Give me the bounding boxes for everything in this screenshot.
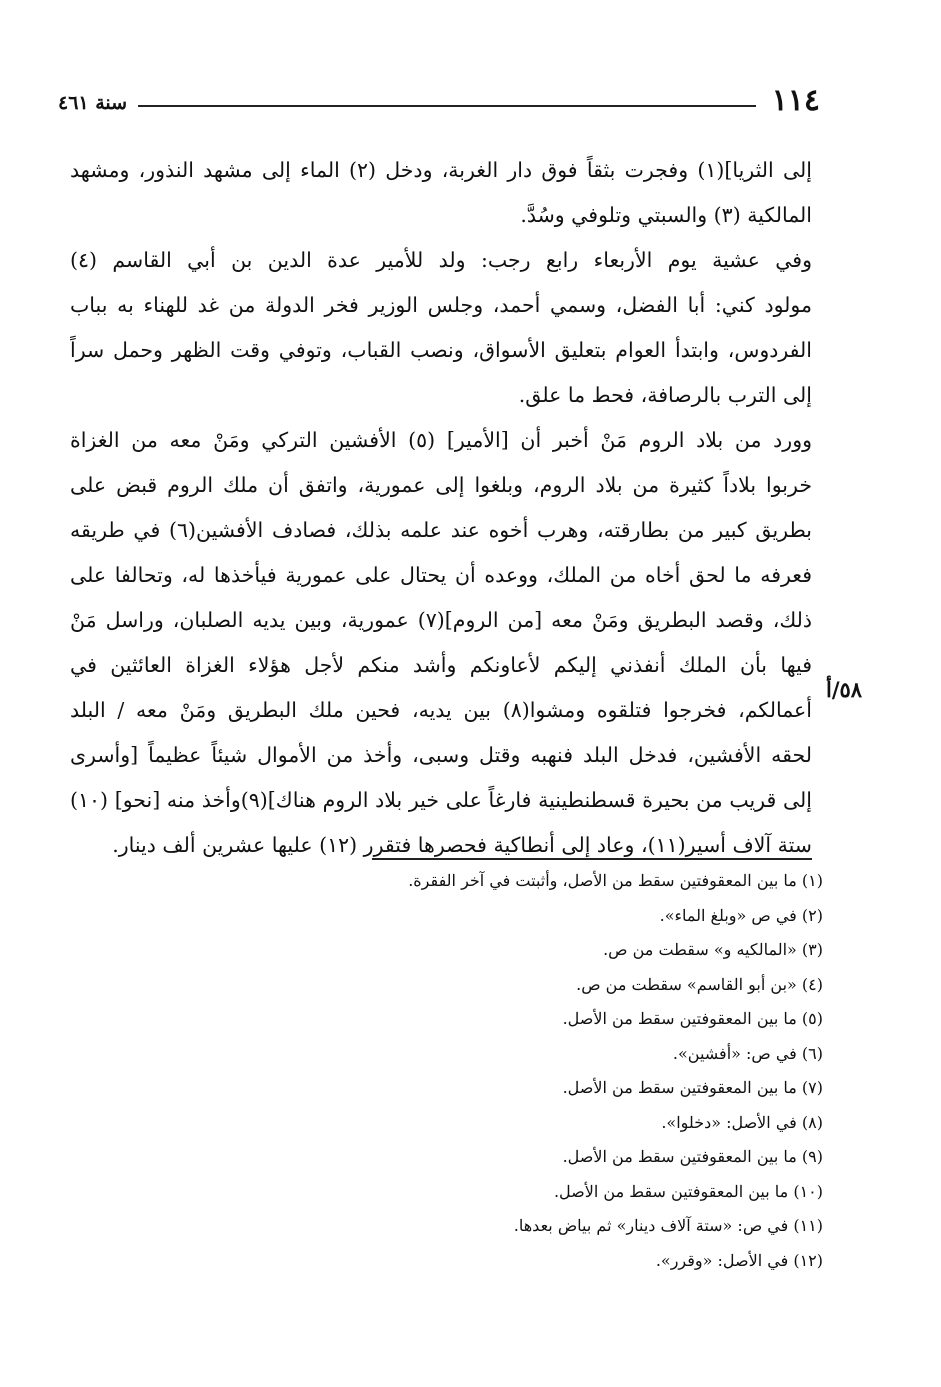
text-line: بطريق كبير من بطارقته، وهرب أخوه عند علمه بذلك، فصادف الأفشين(٦) في طريقه: [70, 518, 812, 542]
footnote: (٤) «بن أبو القاسم» سقطت من ص.: [576, 974, 823, 994]
text-line: ستة آلاف أسير(١١)، وعاد إلى أنطاكية فحصرها فتقرر (١٢) عليها عشرين ألف دينار.: [112, 833, 812, 857]
footnote-rule: [372, 858, 812, 860]
text-line: وورد من بلاد الروم مَنْ أخبر أن [الأمير] (٥) الأفشين التركي ومَنْ معه من الغزاة: [70, 428, 812, 452]
footnote: (٦) في ص: «أفشين».: [672, 1043, 823, 1063]
text-line: الفردوس، وابتدأ العوام بتعليق الأسواق، ونصب القباب، وتوفي وقت الظهر وحمل سراً: [70, 338, 812, 362]
main-text: [70, 148, 812, 868]
text-line: لحقه الأفشين، فدخل البلد فنهبه وقتل وسبى، وأخذ من الأموال شيئاً عظيماً [وأسرى: [70, 743, 812, 767]
text-line: إلى الثريا](١) وفجرت بثقاً فوق دار الغربة، ودخل (٢) الماء إلى مشهد النذور، ومشهد: [70, 158, 812, 182]
text-line: خربوا بلاداً كثيرة من بلاد الروم، وبلغوا إلى عمورية، واتفق أن ملك الروم قبض على: [70, 473, 812, 497]
footnote: (٧) ما بين المعقوفتين سقط من الأصل.: [562, 1078, 823, 1097]
text-line: وفي عشية يوم الأربعاء رابع رجب: ولد للأمير عدة الدين بن أبي القاسم (٤): [70, 248, 812, 272]
text-line: المالكية (٣) والسبتي وتلوفي وسُدَّ.: [520, 203, 812, 227]
text-line: أعمالكم، فخرجوا فتلقوه ومشوا(٨) بين يديه، فحين ملك البطريق ومَنْ معه / البلد: [70, 698, 812, 722]
page-number: ١١٤: [771, 83, 820, 118]
footnote: (١٢) في الأصل: «وقرر».: [655, 1250, 823, 1270]
text-line: ذلك، وقصد البطريق ومَنْ معه [من الروم](٧) عمورية، وبين يديه الصلبان، وراسل مَنْ: [70, 608, 812, 632]
text-line: فعرفه ما لحق أخاه من الملك، ووعده أن يحتال على عمورية فيأخذها له، وتحالفا على: [70, 563, 812, 587]
footnote: (٨) في الأصل: «دخلوا».: [661, 1112, 823, 1132]
text-line: إلى الترب بالرصافة، فحط ما علق.: [518, 383, 812, 407]
text-line: مولود كني: أبا الفضل، وسمي أحمد، وجلس الوزير فخر الدولة من غد للهناء به بباب: [70, 293, 812, 317]
footnote: (١٠) ما بين المعقوفتين سقط من الأصل.: [553, 1181, 823, 1201]
header-rule: [138, 105, 756, 107]
footnote: (٩) ما بين المعقوفتين سقط من الأصل.: [562, 1147, 823, 1166]
manuscript-folio-marker: ٥٨/أ: [826, 677, 863, 702]
footnote: (١) ما بين المعقوفتين سقط من الأصل، وأثبتت في آخر الفقرة.: [408, 871, 823, 890]
footnote: (٥) ما بين المعقوفتين سقط من الأصل.: [562, 1009, 823, 1028]
footnotes: [300, 864, 823, 1278]
footnote: (١١) في ص: «ستة آلاف دينار» ثم بياض بعدها.: [513, 1216, 823, 1235]
footnote: (٢) في ص «وبلغ الماء».: [659, 905, 823, 925]
footnote: (٣) «المالكيه و» سقطت من ص.: [603, 940, 823, 959]
running-title: سنة ٤٦١: [58, 92, 128, 114]
text-line: فيها بأن الملك أنفذني إليكم لأعاونكم وأشد منكم لأجل هؤلاء الغزاة العائثين في: [70, 653, 812, 677]
text-line: إلى قريب من بحيرة قسطنطينية فارغاً على خير بلاد الروم هناك](٩)وأخذ منه [نحو] (١٠): [70, 788, 812, 812]
